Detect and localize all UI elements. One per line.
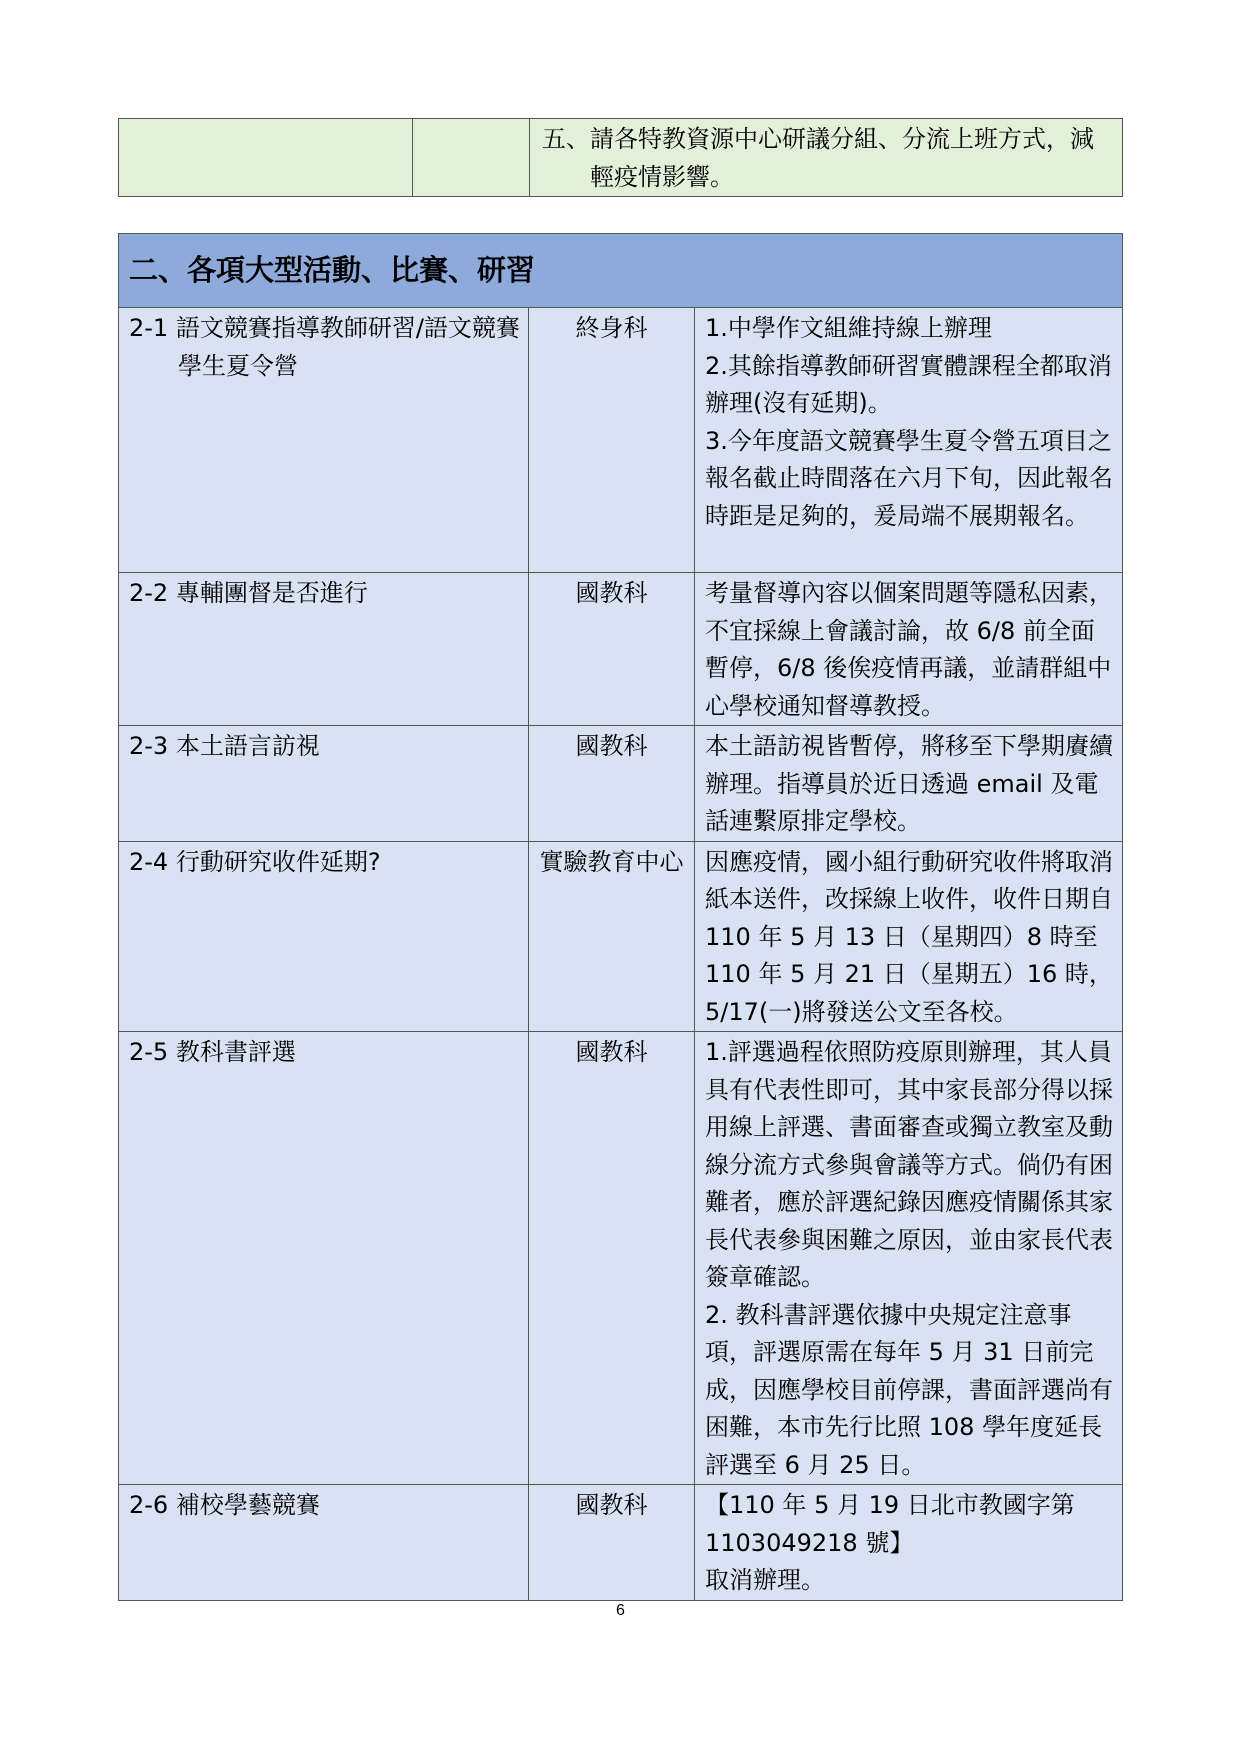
description-cell xyxy=(695,1485,1123,1601)
item-label: 2-5 教科書評選 xyxy=(129,1038,296,1066)
item-label: 2-2 專輔團督是否進行 xyxy=(129,579,368,607)
item-cell xyxy=(119,841,529,1032)
department-cell: 國教科 xyxy=(529,1485,695,1601)
page-number: 6 xyxy=(616,1602,625,1619)
department-cell: 終身科 xyxy=(529,308,695,573)
description-paragraph: 考量督導內容以個案問題等隱私因素，不宜採線上會議討論，故 6/8 前全面暫停，6/8 後俟疫情再議，並請群組中心學校通知督導教授。 xyxy=(705,579,1113,720)
department-cell: 國教科 xyxy=(529,573,695,726)
section-header-row xyxy=(119,234,1123,308)
description-paragraph: 2. 教科書評選依據中央規定注意事項，評選原需在每年 5 月 31 日前完成，因應學校目前停課，書面評選尚有困難，本市先行比照 108 學年度延長評選至 6 月 25 日。 xyxy=(705,1300,1113,1479)
department-cell: 國教科 xyxy=(529,1032,695,1485)
description-text: 五、請各特教資源中心研議分組、分流上班方式，減輕疫情影響。 xyxy=(542,125,1094,191)
description-paragraph: 3.今年度語文競賽學生夏令營五項目之報名截止時間落在六月下旬，因此報名時距是足夠的，爰局端不展期報名。 xyxy=(705,426,1113,530)
table-row xyxy=(119,573,1123,726)
table-row xyxy=(119,1032,1123,1485)
description-paragraph: 1.中學作文組維持線上辦理 xyxy=(705,314,992,342)
description-cell xyxy=(530,119,1123,197)
item-cell xyxy=(119,573,529,726)
department-cell: 實驗教育中心 xyxy=(529,841,695,1032)
item-cell xyxy=(119,1032,529,1485)
description-cell xyxy=(695,573,1123,726)
description-cell xyxy=(695,726,1123,842)
item-label: 2-6 補校學藝競賽 xyxy=(129,1491,320,1519)
item-cell xyxy=(119,308,529,573)
description-paragraph: 1.評選過程依照防疫原則辦理，其人員具有代表性即可，其中家長部分得以採用線上評選、書面審查或獨立教室及動線分流方式參與會議等方式。倘仍有困難者，應於評選紀錄因應疫情關係其家長代表參與困難之原因，並由家長代表簽章確認。 xyxy=(705,1038,1113,1291)
description-cell xyxy=(695,1032,1123,1485)
empty-cell xyxy=(413,119,530,197)
description-paragraph: 取消辦理。 xyxy=(705,1566,825,1594)
description-paragraph: 本土語訪視皆暫停，將移至下學期賡續辦理。指導員於近日透過 email 及電話連繫原排定學校。 xyxy=(705,732,1113,835)
empty-cell xyxy=(119,119,413,197)
description-cell xyxy=(695,841,1123,1032)
activities-table xyxy=(118,233,1123,1601)
section-title: 二、各項大型活動、比賽、研習 xyxy=(119,234,1123,308)
description-cell xyxy=(695,308,1123,573)
continuation-table xyxy=(118,118,1123,197)
description-paragraph: 2.其餘指導教師研習實體課程全都取消辦理(沒有延期)。 xyxy=(705,351,1112,417)
table-row xyxy=(119,726,1123,842)
table-row xyxy=(119,119,1123,197)
item-cell xyxy=(119,1485,529,1601)
item-cell xyxy=(119,726,529,842)
description-paragraph: 因應疫情，國小組行動研究收件將取消紙本送件，改採線上收件，收件日期自 110 年 5 月 13 日（星期四）8 時至 110 年 5 月 21 日（星期五）16 時，5/17(一)將發送公文至各校。 xyxy=(705,847,1113,1026)
item-label: 2-4 行動研究收件延期? xyxy=(129,847,381,876)
item-label: 2-1 語文競賽指導教師研習/語文競賽學生夏令營 xyxy=(129,314,520,380)
department-cell: 國教科 xyxy=(529,726,695,842)
table-row xyxy=(119,841,1123,1032)
table-row xyxy=(119,308,1123,573)
item-label: 2-3 本土語言訪視 xyxy=(129,732,320,760)
description-paragraph: 【110 年 5 月 19 日北市教國字第 1103049218 號】 xyxy=(705,1491,1075,1557)
table-row xyxy=(119,1485,1123,1601)
